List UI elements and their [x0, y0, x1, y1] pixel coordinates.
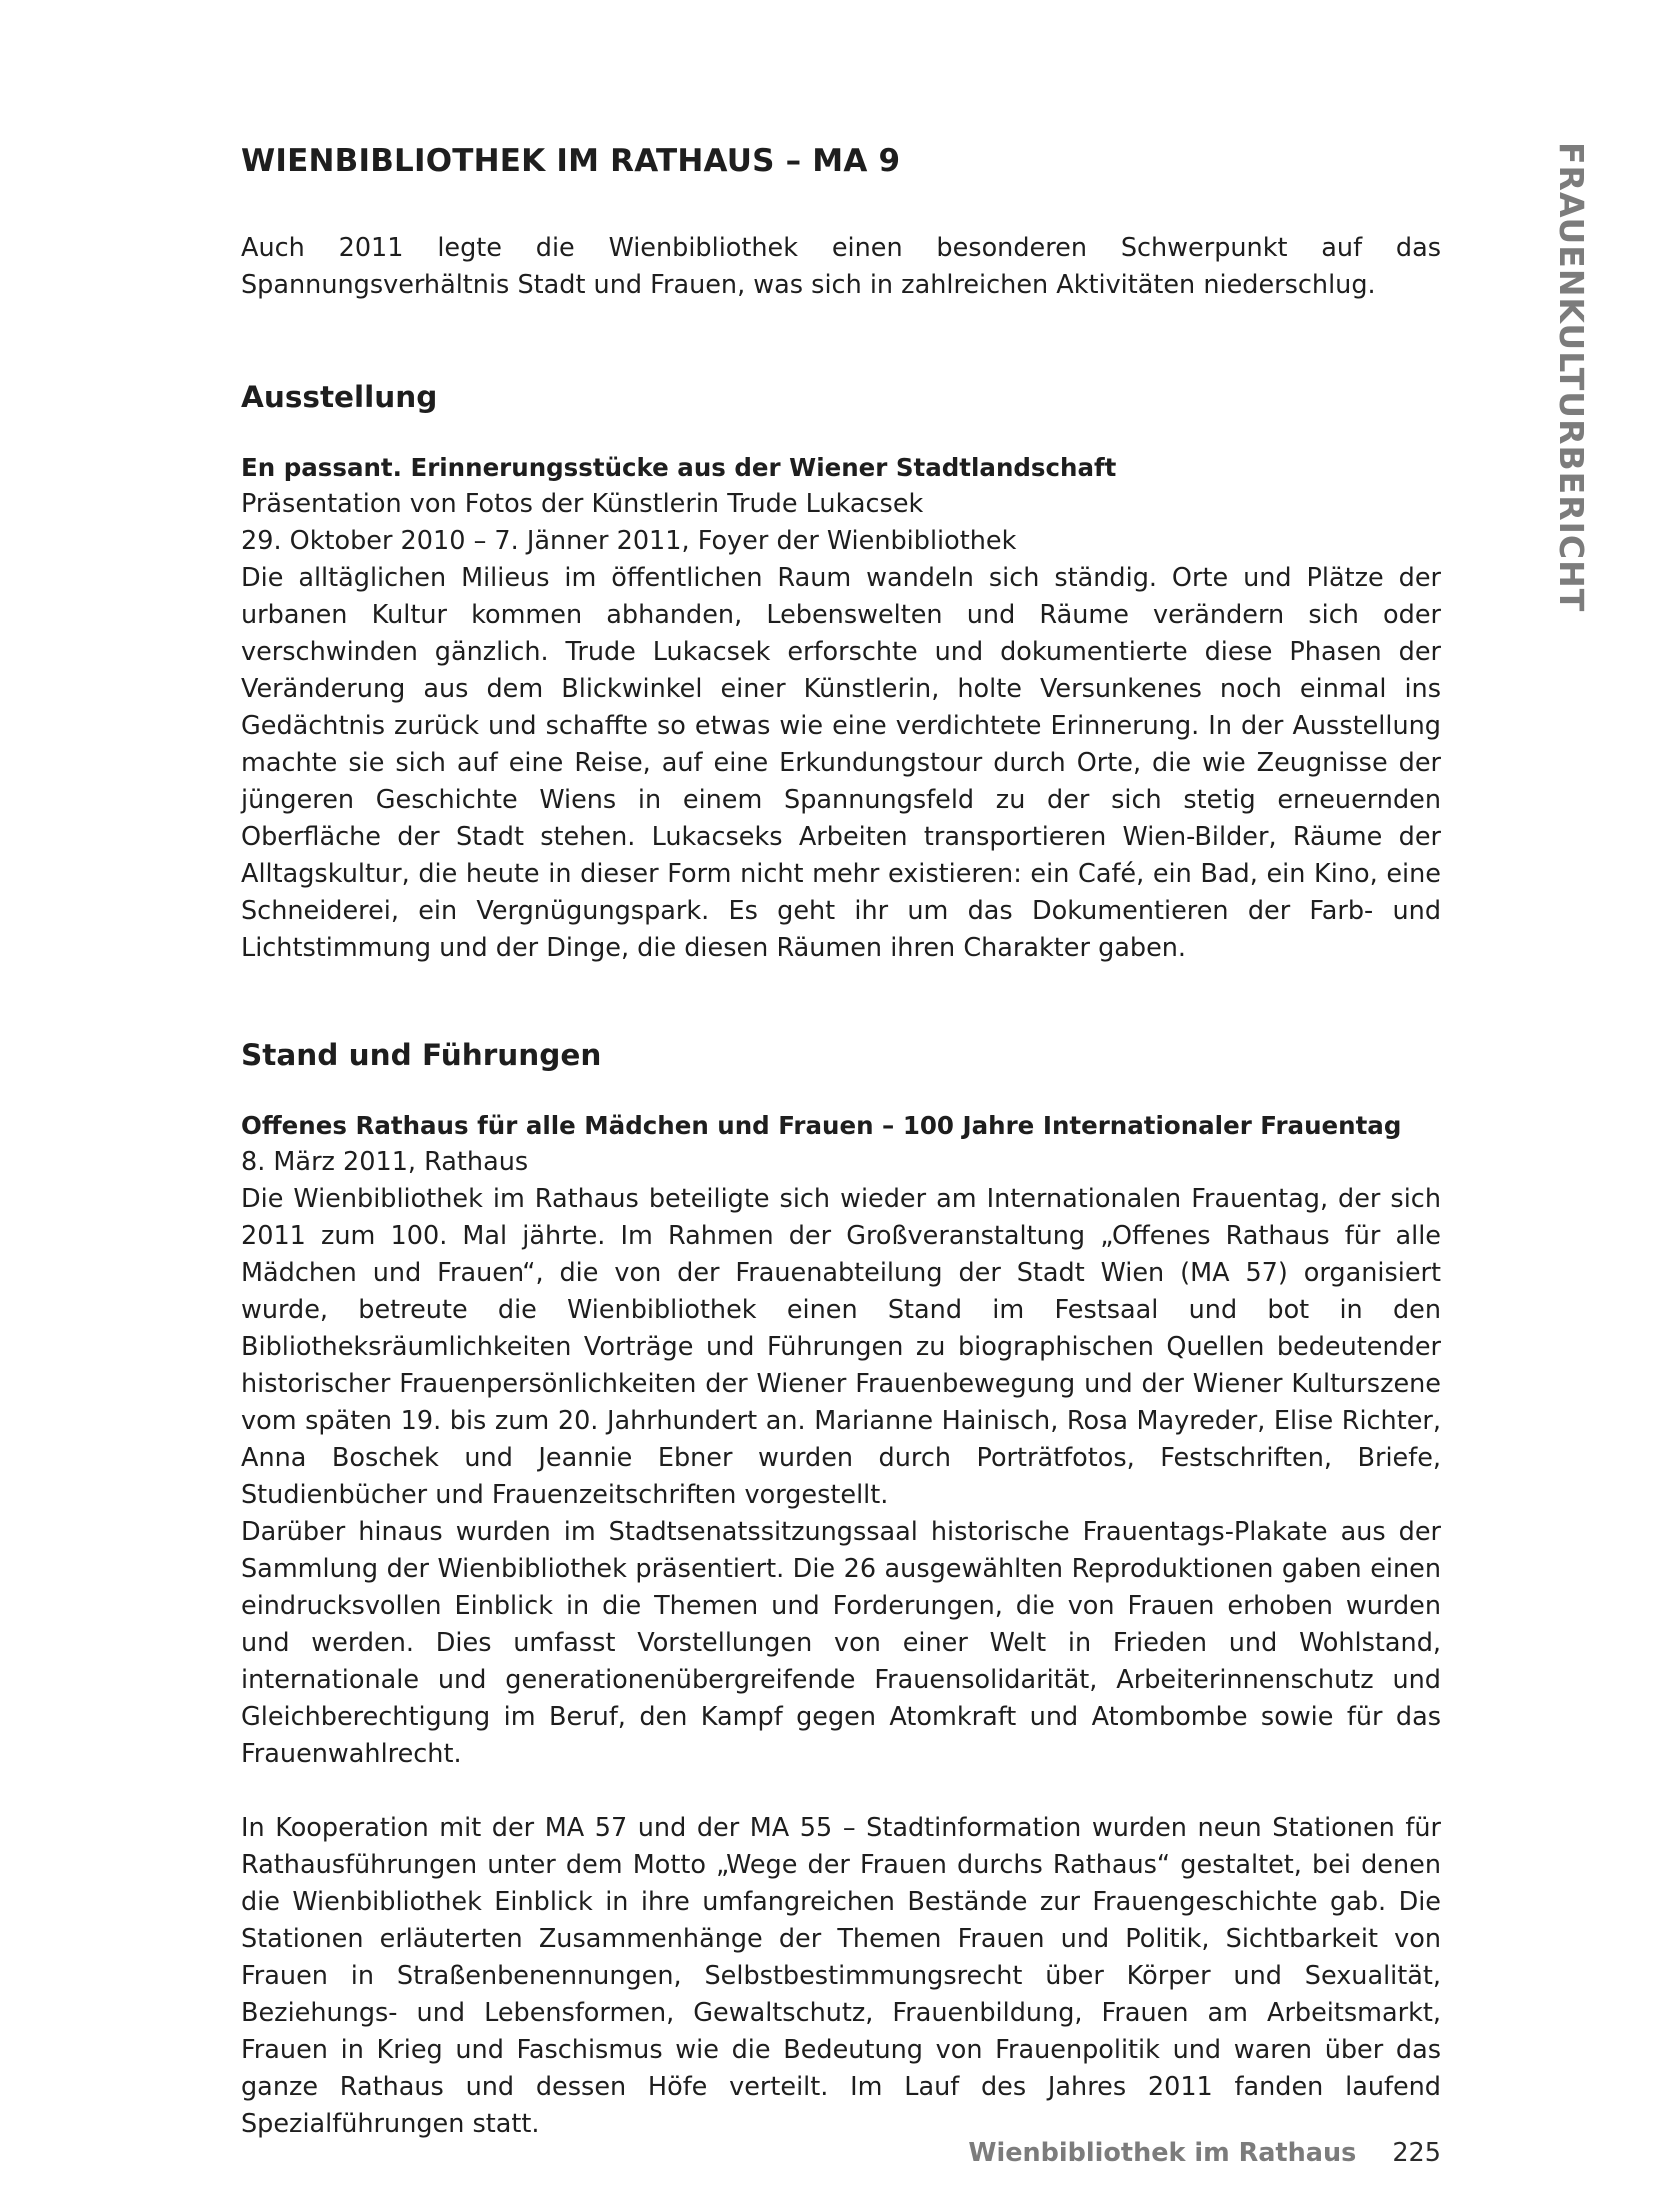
side-section-label-text: FRAUENKULTURBERICHT [1552, 142, 1591, 613]
footer-title: Wienbibliothek im Rathaus [968, 2138, 1357, 2168]
intro-paragraph: Auch 2011 legte die Wienbibliothek einen besonderen Schwerpunkt auf das Spannungsverhältnis Stadt und Frauen, was sich in zahlreichen Aktivitäten niederschlug. [241, 233, 1441, 300]
page-title: WIENBIBLIOTHEK IM RATHAUS – MA 9 [241, 143, 901, 179]
section-exhibition [241, 377, 1441, 967]
side-section-label [1552, 142, 1596, 613]
event-date: 8. März 2011, Rathaus [241, 1147, 529, 1177]
page-content [241, 140, 1441, 2143]
exhibition-title: En passant. Erinnerungsstücke aus der Wiener Stadtlandschaft [241, 453, 1117, 482]
section-stand-tours [241, 1035, 1441, 2143]
page-footer [968, 2136, 1441, 2170]
event-title: Offenes Rathaus für alle Mädchen und Frauen – 100 Jahre Internationaler Frauentag [241, 1111, 1402, 1140]
event-body-tours: In Kooperation mit der MA 57 und der MA 55 – Stadtinformation wurden neun Stationen für Rathausführungen unter dem Motto „Wege der Frauen durchs Rathaus“ gestaltet, bei denen die Wienbibliothek Einblick in ihre umfangreichen Bestände zur Frauengeschichte gab. Die Stationen erläuterten Zusammenhänge der Themen Frauen und Politik, Sichtbarkeit von Frauen in Straßenbenennungen, Selbstbestimmungsrecht über Körper und Sexualität, Beziehungs- und Lebensformen, Gewaltschutz, Frauenbildung, Frauen am Arbeitsmarkt, Frauen in Krieg und Faschismus wie die Bedeutung von Frauenpolitik und waren über das ganze Rathaus und dessen Höfe verteilt. Im Lauf des Jahres 2011 fanden laufend Spezialführungen statt. [241, 1813, 1441, 2139]
event-body-posters: Darüber hinaus wurden im Stadtsenatssitzungssaal historische Frauentags-Plakate aus der Sammlung der Wienbibliothek präsentiert. Die 26 ausgewählten Reproduktionen gaben einen eindrucksvollen Einblick in die Themen und Forderungen, die von Frauen erhoben wurden und werden. Dies umfasst Vorstellungen von einer Welt in Frieden und Wohlstand, internationale und generationenübergreifende Frauensolidarität, Arbeiterinnenschutz und Gleichberechtigung im Beruf, den Kampf gegen Atomkraft und Atombombe sowie für das Frauenwahlrecht. [241, 1517, 1441, 1769]
exhibition-body: Die alltäglichen Milieus im öffentlichen Raum wandeln sich ständig. Orte und Plätze der urbanen Kultur kommen abhanden, Lebenswelten und Räume verändern sich oder verschwinden gänzlich. Trude Lukacsek erforschte und dokumentierte diese Phasen der Veränderung aus dem Blickwinkel einer Künstlerin, holte Versunkenes noch einmal ins Gedächtnis zurück und schaffte so etwas wie eine verdichtete Erinnerung. In der Ausstellung machte sie sich auf eine Reise, auf eine Erkundungstour durch Orte, die wie Zeugnisse der jüngeren Geschichte Wiens in einem Spannungsfeld zu der sich stetig erneuernden Oberfläche der Stadt stehen. Lukacseks Arbeiten transportieren Wien-Bilder, Räume der Alltagskultur, die heute in dieser Form nicht mehr existieren: ein Café, ein Bad, ein Kino, eine Schneiderei, ein Vergnügungspark. Es geht ihr um das Dokumentieren der Farb- und Lichtstimmung und der Dinge, die diesen Räumen ihren Charakter gaben. [241, 563, 1441, 963]
section-heading-exhibition: Ausstellung [241, 380, 438, 414]
section-heading-stand-tours: Stand und Führungen [241, 1038, 602, 1072]
exhibition-description: Präsentation von Fotos der Künstlerin Trude Lukacsek [241, 489, 924, 519]
page-number: 225 [1392, 2138, 1441, 2168]
event-body: Die Wienbibliothek im Rathaus beteiligte sich wieder am Internationalen Frauentag, der sich 2011 zum 100. Mal jährte. Im Rahmen der Großveranstaltung „Offenes Rathaus für alle Mädchen und Frauen“, die von der Frauenabteilung der Stadt Wien (MA 57) organisiert wurde, betreute die Wienbibliothek einen Stand im Festsaal und bot in den Bibliotheksräumlichkeiten Vorträge und Führungen zu biographischen Quellen bedeutender historischer Frauenpersönlichkeiten der Wiener Frauenbewegung und der Wiener Kulturszene vom späten 19. bis zum 20. Jahrhundert an. Marianne Hainisch, Rosa Mayreder, Elise Richter, Anna Boschek und Jeannie Ebner wurden durch Porträtfotos, Festschriften, Briefe, Studienbücher und Frauenzeitschriften vorgestellt. [241, 1184, 1441, 1510]
exhibition-date: 29. Oktober 2010 – 7. Jänner 2011, Foyer der Wienbibliothek [241, 526, 1017, 556]
